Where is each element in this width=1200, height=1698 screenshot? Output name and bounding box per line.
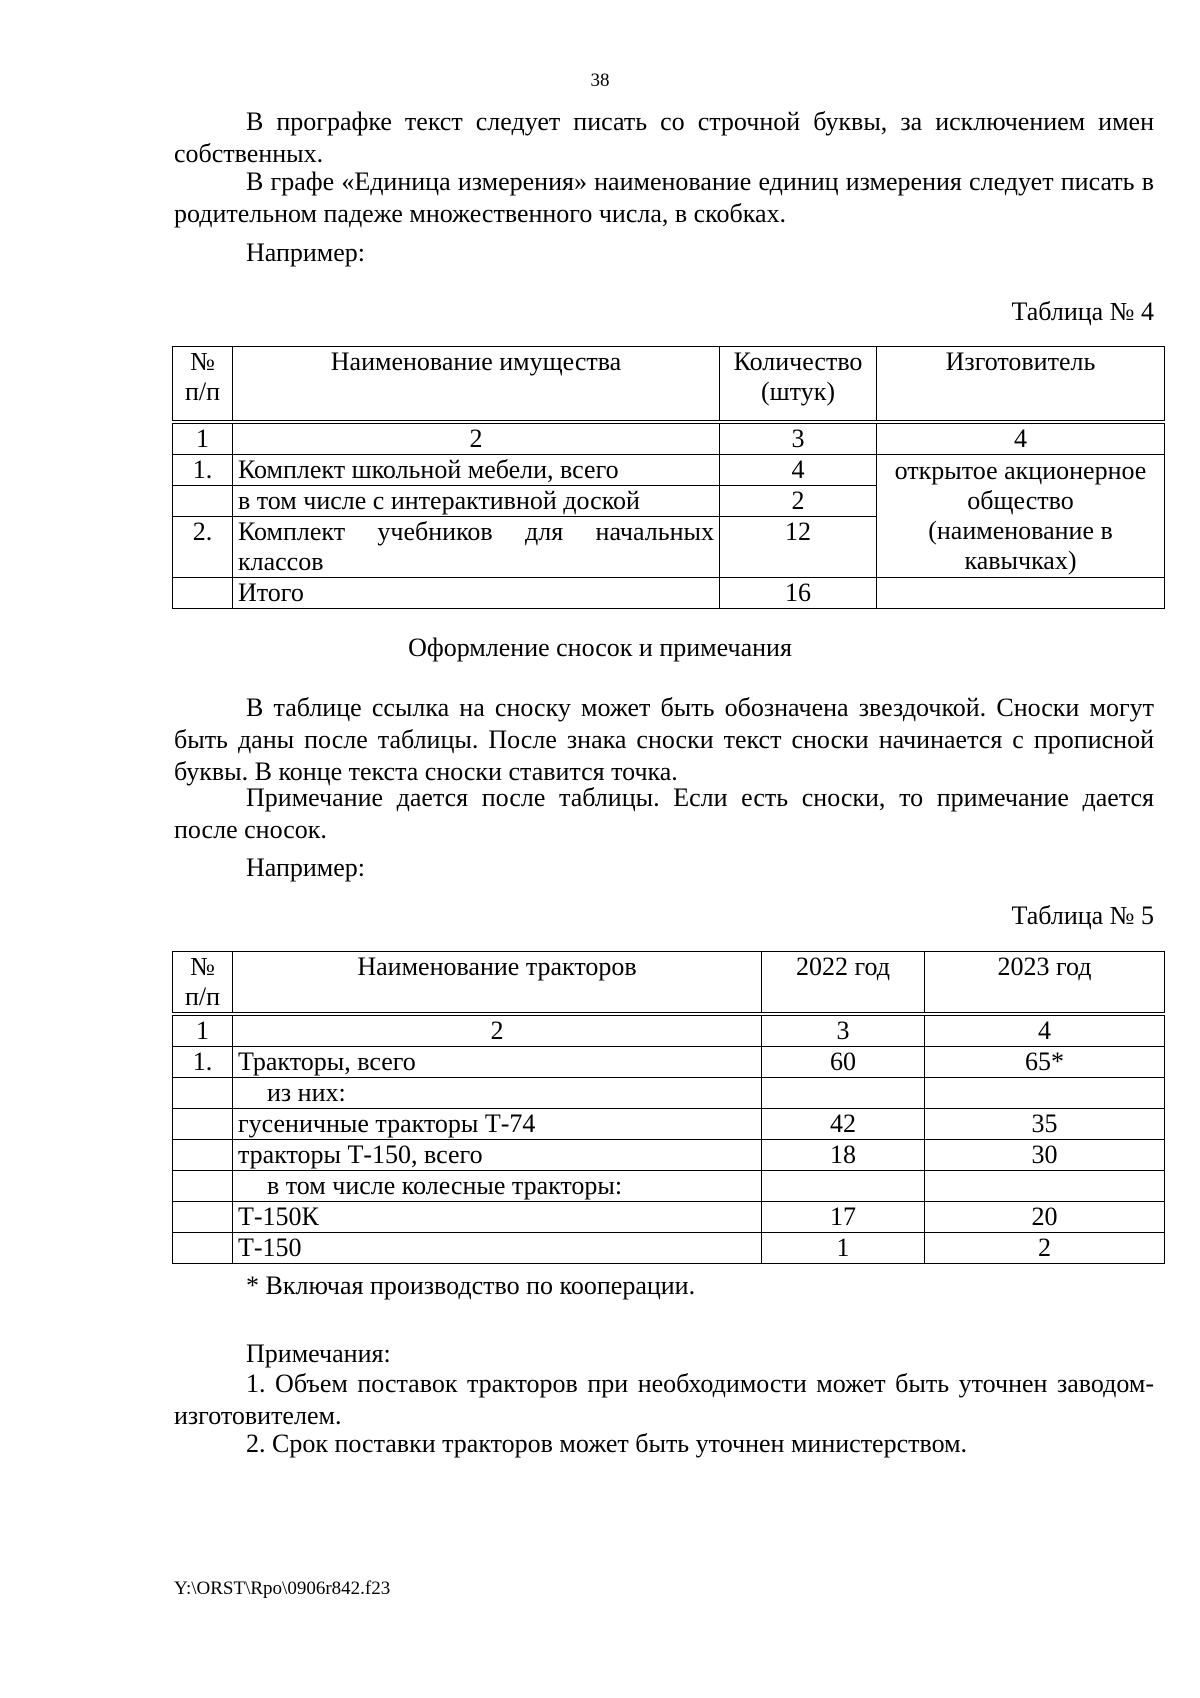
table5-row-2022: [762, 1171, 925, 1202]
table-row: [173, 577, 1165, 608]
table5-row-name: из них:: [233, 1078, 762, 1109]
table5-colnum: 4: [925, 1014, 1165, 1047]
table5-row-2023: 65*: [925, 1047, 1165, 1078]
table5-row-2023: 2: [925, 1233, 1165, 1264]
table-row: [173, 1233, 1165, 1264]
table4-caption: Таблица № 4: [1011, 297, 1154, 326]
table5-row-2022: 18: [762, 1140, 925, 1171]
intro-paragraph-2: В графе «Единица измерения» наименование единиц измерения следует писать в родительном падеже множественного числа, в скобках.: [174, 167, 1154, 228]
table4-colnum: 1: [173, 422, 233, 455]
table5-header-num: № п/п: [173, 952, 233, 1015]
table5-colnum-row: [173, 1014, 1165, 1047]
table5-row-num: [173, 1109, 233, 1140]
table4-row-num: [173, 577, 233, 608]
table5-row-name: в том числе колесные тракторы:: [233, 1171, 762, 1202]
table4-header-row: [173, 347, 1165, 422]
table-row: [173, 1140, 1165, 1171]
table5-row-2023: [925, 1078, 1165, 1109]
table5-row-num: 1.: [173, 1047, 233, 1078]
table5-row-num: [173, 1233, 233, 1264]
table4-colnum: 3: [720, 422, 877, 455]
note-item-2: 2. Срок поставки тракторов может быть уточнен министерством.: [246, 1429, 968, 1458]
table-row: [173, 1078, 1165, 1109]
table5-header-row: [173, 952, 1165, 1015]
table5-caption: Таблица № 5: [1011, 901, 1154, 930]
table5-row-num: [173, 1078, 233, 1109]
table5-colnum: 1: [173, 1014, 233, 1047]
footnote-paragraph-2: Примечание дается после таблицы. Если есть сноски, то примечание дается после сносок.: [174, 783, 1154, 844]
page-number: 38: [590, 70, 610, 91]
table5: [172, 951, 1165, 1264]
intro-paragraph-1: В прографке текст следует писать со строчной буквы, за исключением имен собственных.: [174, 107, 1154, 168]
table-row: [173, 1047, 1165, 1078]
table5-row-2023: [925, 1171, 1165, 1202]
table5-row-name: Тракторы, всего: [233, 1047, 762, 1078]
table5-row-2023: 30: [925, 1140, 1165, 1171]
table5-colnum: 2: [233, 1014, 762, 1047]
table4-header-manufacturer: Изготовитель: [877, 347, 1165, 422]
table5-row-name: Т-150К: [233, 1202, 762, 1233]
table5-header-2022: 2022 год: [762, 952, 925, 1015]
table4-header-num: № п/п: [173, 347, 233, 422]
table5-row-2022: 42: [762, 1109, 925, 1140]
table5-row-num: [173, 1140, 233, 1171]
table4: [172, 346, 1165, 609]
table4-row-name: Итого: [233, 577, 720, 608]
table5-row-2022: 17: [762, 1202, 925, 1233]
example-label-2: Например:: [246, 853, 366, 882]
table4-colnum-row: [173, 422, 1165, 455]
footnote-paragraph-1: В таблице ссылка на сноску может быть обозначена звездочкой. Сноски могут быть даны после таблицы. После знака сноски текст сноски начинается с прописной буквы. В конце текста сноски ставится точка.: [174, 693, 1154, 786]
file-path-footer: Y:\ORST\Rpo\0906r842.f23: [174, 1578, 391, 1599]
table5-row-name: Т-150: [233, 1233, 762, 1264]
table4-colnum: 4: [877, 422, 1165, 455]
table5-colnum: 3: [762, 1014, 925, 1047]
table5-row-num: [173, 1202, 233, 1233]
notes-title: Примечания:: [246, 1339, 391, 1368]
example-label-1: Например:: [246, 238, 366, 267]
table5-row-2022: 60: [762, 1047, 925, 1078]
table5-header-name: Наименование тракторов: [233, 952, 762, 1015]
table-row: [173, 1202, 1165, 1233]
table4-row-num: 1.: [173, 454, 233, 485]
table4-row-name: Комплект учебников для начальных классов: [233, 516, 720, 577]
table4-empty-cell: [877, 577, 1165, 608]
table5-header-2023: 2023 год: [925, 952, 1165, 1015]
note-item-1: 1. Объем поставок тракторов при необходимости может быть уточнен заводом-изготовителем.: [174, 1369, 1154, 1430]
table5-row-2023: 35: [925, 1109, 1165, 1140]
table4-row-qty: 16: [720, 577, 877, 608]
table4-colnum: 2: [233, 422, 720, 455]
table5-row-2022: 1: [762, 1233, 925, 1264]
table4-row-name: в том числе с интерактивной доской: [233, 485, 720, 516]
section-title: Оформление сносок и примечания: [408, 633, 792, 662]
table4-row-qty: 4: [720, 454, 877, 485]
table4-row-num: 2.: [173, 516, 233, 577]
table4-row-num: [173, 485, 233, 516]
table-row: [173, 1171, 1165, 1202]
table5-row-name: тракторы Т-150, всего: [233, 1140, 762, 1171]
table5-row-num: [173, 1171, 233, 1202]
table-row: [173, 1109, 1165, 1140]
table4-row-qty: 2: [720, 485, 877, 516]
table-row: [173, 454, 1165, 485]
table4-row-qty: 12: [720, 516, 877, 577]
table5-footnote: * Включая производство по кооперации.: [246, 1271, 696, 1300]
table5-row-2022: [762, 1078, 925, 1109]
table5-row-name: гусеничные тракторы Т-74: [233, 1109, 762, 1140]
table4-row-name: Комплект школьной мебели, всего: [233, 454, 720, 485]
table4-manufacturer: открытое акционерное общество (наименование в кавычках): [877, 454, 1165, 577]
table5-row-2023: 20: [925, 1202, 1165, 1233]
table4-header-qty: Количество (штук): [720, 347, 877, 422]
table4-header-name: Наименование имущества: [233, 347, 720, 422]
